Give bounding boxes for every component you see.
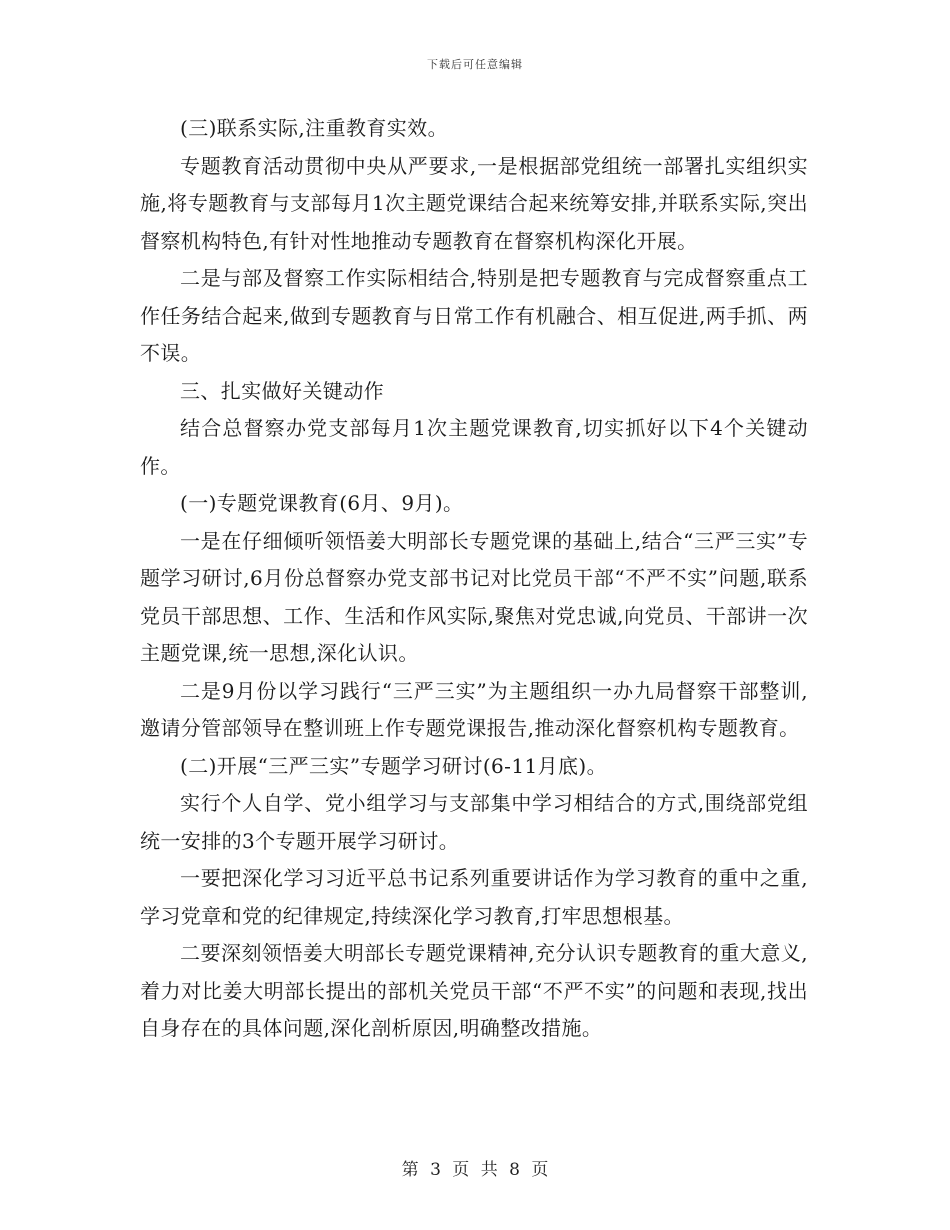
paragraph-3: 二是与部及督察工作实际相结合,特别是把专题教育与完成督察重点工作任务结合起来,做到专题教育与日常工作有机融合、相互促进,两手抓、两不误。 [140, 266, 808, 365]
document-body [140, 110, 808, 1048]
footer-total-label: 共 [480, 1160, 498, 1180]
paragraph-1: (三)联系实际,注重教育实效。 [180, 116, 448, 140]
footer-current-page: 3 [430, 1160, 441, 1180]
subheading-1: (一)专题党课教育(6月、9月)。 [180, 491, 464, 515]
paragraph-7: 一是在仔细倾听领悟姜大明部长专题党课的基础上,结合“三严三实”专题学习研讨,6月份总督察办党支部书记对比党员干部“不严不实”问题,联系党员干部思想、工作、生活和作风实际,聚焦对党忠诚,向党员、干部讲一次主题党课,统一思想,深化认识。 [140, 528, 808, 665]
footer-total-unit: 页 [531, 1160, 549, 1180]
footer-page-label: 第 [401, 1160, 419, 1180]
page-header: 下载后可任意编辑 [427, 58, 523, 71]
section-heading-3: 三、扎实做好关键动作 [180, 378, 384, 403]
subheading-2: (二)开展“三严三实”专题学习研讨(6-11月底)。 [180, 753, 607, 778]
paragraph-12: 二要深刻领悟姜大明部长专题党课精神,充分认识专题教育的重大意义,着力对比姜大明部长提出的部机关党员干部“不严不实”的问题和表现,找出自身存在的具体问题,深化剖析原因,明确整改措施。 [140, 941, 808, 1040]
paragraph-2: 专题教育活动贯彻中央从严要求,一是根据部党组统一部署扎实组织实施,将专题教育与支部每月1次主题党课结合起来统筹安排,并联系实际,突出督察机构特色,有针对性地推动专题教育在督察机构深化开展。 [140, 153, 808, 253]
footer-page-unit: 页 [452, 1160, 470, 1180]
footer-total-pages: 8 [509, 1160, 520, 1180]
page-footer [0, 1155, 950, 1180]
paragraph-5: 结合总督察办党支部每月1次主题党课教育,切实抓好以下4个关键动作。 [140, 416, 808, 478]
paragraph-10: 实行个人自学、党小组学习与支部集中学习相结合的方式,围绕部党组统一安排的3个专题开展学习研讨。 [140, 791, 808, 853]
paragraph-11: 一要把深化学习习近平总书记系列重要讲话作为学习教育的重中之重,学习党章和党的纪律规定,持续深化学习教育,打牢思想根基。 [140, 866, 808, 928]
paragraph-8: 二是9月份以学习践行“三严三实”为主题组织一办九局督察干部整训,邀请分管部领导在整训班上作专题党课报告,推动深化督察机构专题教育。 [140, 678, 808, 740]
